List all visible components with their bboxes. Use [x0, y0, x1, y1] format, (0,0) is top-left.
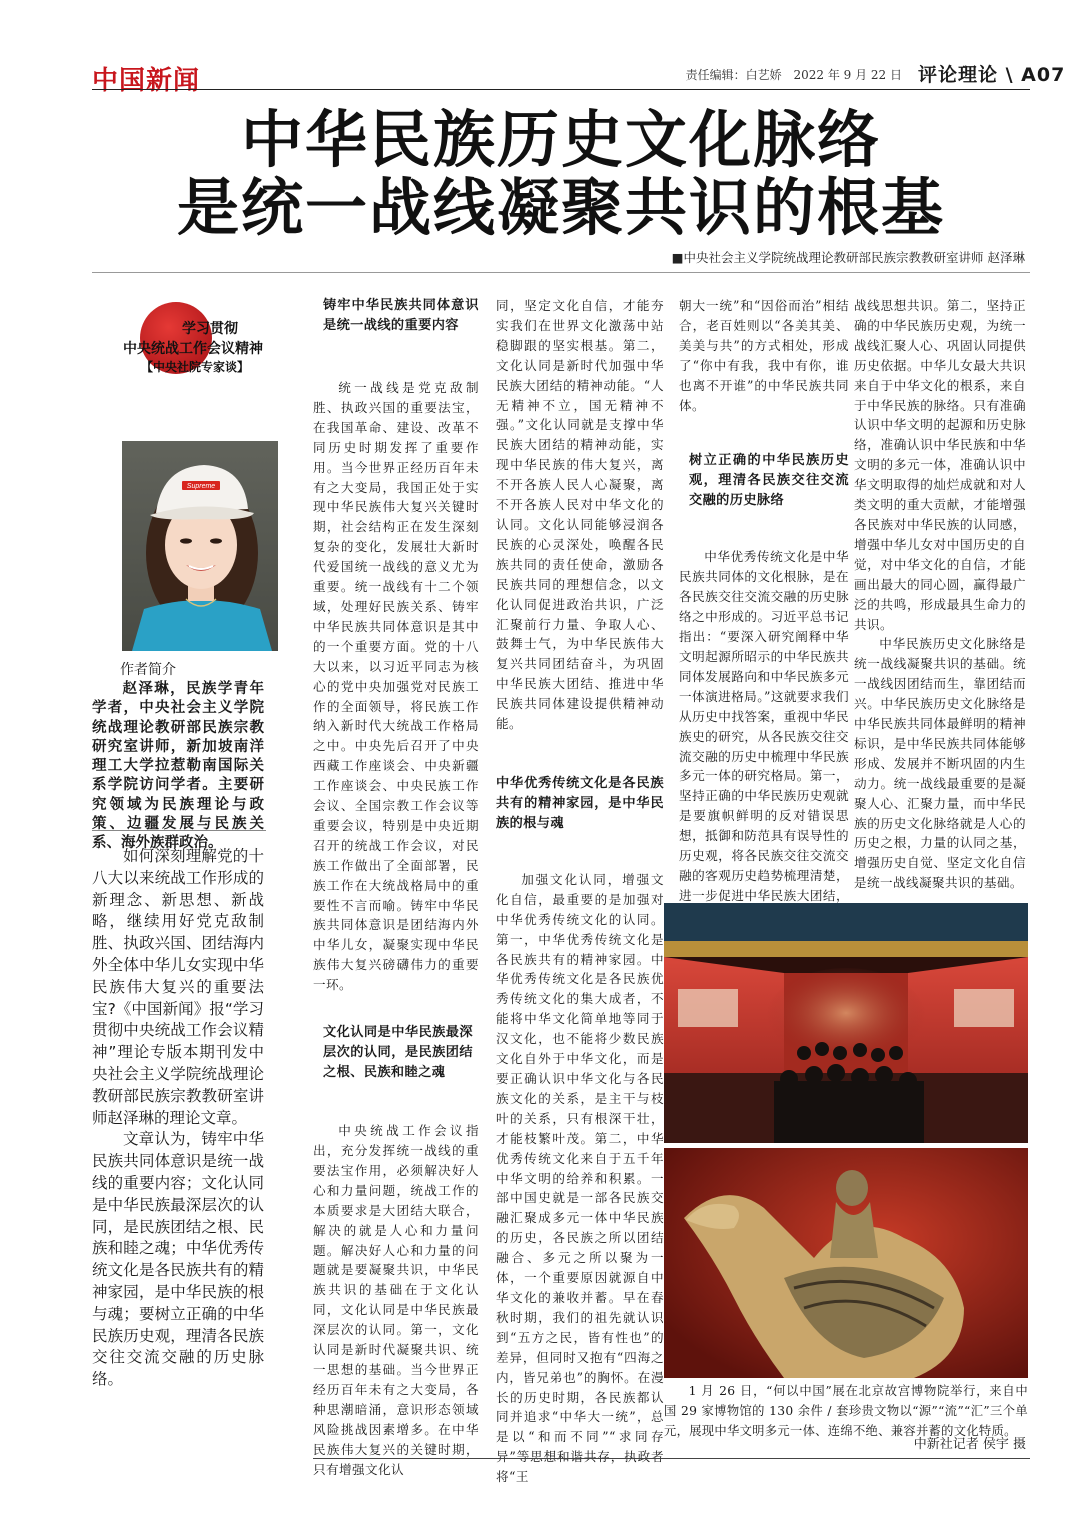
photo-caption: 1 月 26 日，“何以中国”展在北京故宫博物院举行，来自中国 29 家博物馆的 130 余件 / 套珍贵文物以“源”“流”“汇”三个单元，展现中华文明多元一体、连绵不绝、兼容并蓄的文化特质。 — [664, 1384, 1028, 1438]
header-meta — [678, 66, 902, 83]
article-column-1 — [313, 296, 479, 1479]
subheading: 铸牢中华民族共同体意识是统一战线的重要内容 — [323, 298, 479, 333]
cap-logo-text: Supreme — [186, 483, 216, 490]
article-column-4 — [854, 296, 1026, 893]
author-bio-heading: 作者简介 — [120, 662, 176, 678]
article-column-3 — [679, 296, 849, 926]
body-paragraph: 统一战线是党克敌制胜、执政兴国的重要法宝，在我国革命、建设、改革不同历史时期发挥了重要作用。当今世界正经历百年未有之大变局，我国正处于实现中华民族伟大复兴关键时期，社会结构正在发生深刻复杂的变化，发展壮大新时代爱国统一战线的意义尤为重要。统一战线有十二个领域，处理好民族关系、铸牢中华民族共同体意识是其中的一个重要方面。党的十八大以来，以习近平同志为核心的党中央加强党对民族工作的全面领导，将民族工作纳入新时代大统战工作格局之中。中央先后召开了中央西藏工作座谈会、中央新疆工作座谈会、中央民族工作会议、全国宗教工作会议等重要会议，特别是中央近期召开的统战工作会议，对民族工作做出了全面部署，民族工作在大统战格局中的重要性不言而喻。铸牢中华民族共同体意识是团结海内外中华儿女，凝聚实现中华民族伟大复兴磅礴伟力的重要一环。 — [313, 380, 479, 993]
intro-paragraph: 如何深刻理解党的十八大以来统战工作形成的新理念、新思想、新战略，继续用好党克敌制胜、执政兴国、团结海内外全体中华儿女实现中华民族伟大复兴的重要法宝?《中国新闻》报“学习贯彻中央统战工作会议精神”理论专版本期刊发中央社会主义学院统战理论教研部民族宗教教研室讲师赵泽琳的理论文章。 — [92, 847, 264, 1127]
subheading: 中华优秀传统文化是各民族共有的精神家园，是中华民族的根与魂 — [496, 775, 664, 831]
header-divider — [92, 89, 1030, 90]
editor-credit: 责任编辑：白艺娇 — [685, 68, 782, 82]
headline-line-2: 是统一战线凝聚共识的根基 — [176, 171, 945, 244]
section-label: 评论理论 \ A07 — [918, 64, 1066, 86]
editor-intro — [92, 846, 264, 1391]
byline: ■中央社会主义学院统战理论教研部民族宗教教研室讲师 赵泽琳 — [671, 250, 1025, 265]
byline-divider — [92, 272, 1030, 273]
badge-subtitle: 【中央社院专家谈】 — [140, 360, 249, 374]
badge-title-line-1: 学习贯彻 — [182, 321, 238, 337]
issue-date: 2022 年 9 月 22 日 — [793, 68, 902, 82]
article-column-2 — [496, 296, 664, 1487]
author-portrait — [122, 441, 278, 651]
body-paragraph: 中华民族历史文化脉络是统一战线凝聚共识的基础。统一战线因团结而生，靠团结而兴。中华民族历史文化脉络是中华民族共同体最鲜明的精神标识，是中华民族共同体能够形成、发展并不断巩固的内生动力。统一战线最重要的是凝聚人心、汇聚力量，而中华民族的历史文化脉络就是人心的历史之根，力量的认同之基，增强历史自觉、坚定文化自信是统一战线凝聚共识的基础。 — [854, 636, 1026, 891]
subheading: 树立正确的中华民族历史观，理清各民族交往交流交融的历史脉络 — [689, 453, 849, 509]
body-paragraph: 朝大一统”和“因俗而治”相结合，老百姓则以“各美其美、美美与共”的方式相处，形成了“你中有我，我中有你，谁也离不开谁”的中华民族共同体。 — [679, 298, 849, 413]
footer-divider — [313, 1458, 1030, 1459]
exhibition-hall-photo — [664, 903, 1028, 1143]
headline-line-1: 中华民族历史文化脉络 — [240, 103, 881, 176]
badge-title-line-2: 中央统战工作会议精神 — [123, 341, 263, 357]
body-paragraph: 战线思想共识。第二，坚持正确的中华民族历史观，为统一战线汇聚人心、巩固认同提供历史依据。中华儿女最大共识来自于中华文化的根系，来自于中华民族的脉络。只有准确认识中华文明的起源和历史脉络，准确认识中华民族和中华文明的多元一体，准确认识中华文明取得的灿烂成就和对人类文明的重大贡献，才能增强各民族对中华民族的认同感，增强中华儿女对中国历史的自觉，对中华文化的自信，才能画出最大的同心圆，赢得最广泛的共鸣，形成最具生命力的共识。 — [854, 298, 1026, 632]
bio-divider — [92, 830, 266, 831]
photo-credit: 中新社记者 侯宇 摄 — [913, 1437, 1026, 1452]
body-paragraph: 中华优秀传统文化是中华民族共同体的文化根脉，是在各民族交往交流交融的历史脉络之中形成的。习近平总书记指出：“要深入研究阐释中华文明起源所昭示的中华民族共同体发展路向和中华民族多元一体演进格局。”这就要求我们从历史中找答案，重视中华民族史的研究，从各民族交往交流交融的历史中梳理中华民族多元一体的研究格局。第一，坚持正确的中华民族历史观就是要旗帜鲜明的反对错误思想，抵御和防范具有误导性的历史观，将各民族交往交流交融的客观历史趋势梳理清楚，进一步促进中华民族大团结， — [679, 549, 849, 903]
body-paragraph: 加强文化认同，增强文化自信，最重要的是加强对中华优秀传统文化的认同。第一，中华优秀传统文化是各民族共有的精神家园。中华优秀传统文化是各民族优秀传统文化的集大成者，不能将中华文化简单地等同于汉文化，也不能将少数民族文化自外于中华文化，而是要正确认识中华文化与各民族文化的关系，是主干与枝叶的关系，只有根深干壮，才能枝繁叶茂。第二，中华优秀传统文化来自于五千年中华文明的给养和积累。一部中国史就是一部各民族交融汇聚成多元一体中华民族的历史，各民族之所以团结融合、多元之所以聚为一体，一个重要原因就源自中华文化的兼收并蓄。早在春秋时期，我们的祖先就认识到“五方之民，皆有性也”的差异，但同时又抱有“四海之内，皆兄弟也”的胸怀。在漫长的历史时期，各民族都认同并追求“中华大一统”，总是以“和而不同”“求同存异”等思想和谐共存，执政者将“王 — [496, 871, 664, 1485]
intro-paragraph: 文章认为，铸牢中华民族共同体意识是统一战线的重要内容；文化认同是中华民族最深层次的认同，是民族团结之根、民族和睦之魂；中华优秀传统文化是各民族共有的精神家园，是中华民族的根与魂；要树立正确的中华民族历史观，理清各民族交往交流交融的历史脉络。 — [92, 1130, 264, 1389]
newspaper-logo: 中国新闻 — [92, 66, 201, 96]
tricolor-camel-artifact-photo — [664, 1148, 1028, 1378]
author-bio: 赵泽琳，民族学青年学者，中央社会主义学院统战理论教研部民族宗教研究室讲师，新加坡南洋理工大学拉惹勒南国际关系学院访问学者。主要研究领域为民族理论与政策、边疆发展与民族关系、海外族群政治。 — [92, 681, 264, 852]
body-paragraph: 同，坚定文化自信，才能夯实我们在世界文化激荡中站稳脚跟的坚实根基。第二，文化认同是新时代加强中华民族大团结的精神动能。“人无精神不立，国无精神不强。”文化认同就是支撑中华民族大团结的精神动能，实现中华民族的伟大复兴，离不开各族人民人心凝聚，离不开各族人民对中华文化的认同。文化认同能够浸润各民族的心灵深处，唤醒各民族共同的责任使命，激励各民族共同的理想信念，以文化认同促进政治共识，广泛汇聚前行力量、争取人心、鼓舞士气，为中华民族伟大复兴共同团结奋斗，为巩固中华民族大团结、推进中华民族共同体建设提供精神动能。 — [496, 298, 664, 732]
subheading: 文化认同是中华民族最深层次的认同，是民族团结之根、民族和睦之魂 — [323, 1025, 473, 1081]
body-paragraph: 中央统战工作会议指出，充分发挥统一战线的重要法宝作用，必须解决好人心和力量问题，统战工作的本质要求是大团结大联合，解决的就是人心和力量问题。解决好人心和力量的问题就是要凝聚共识，中华民族共识的基础在于文化认同，文化认同是中华民族最深层次的认同。第一，文化认同是新时代凝聚共识、统一思想的基础。当今世界正经历百年未有之大变局，各种思潮暗涌，意识形态领域风险挑战因素增多。在中华民族伟大复兴的关键时期，只有增强文化认 — [313, 1123, 479, 1477]
